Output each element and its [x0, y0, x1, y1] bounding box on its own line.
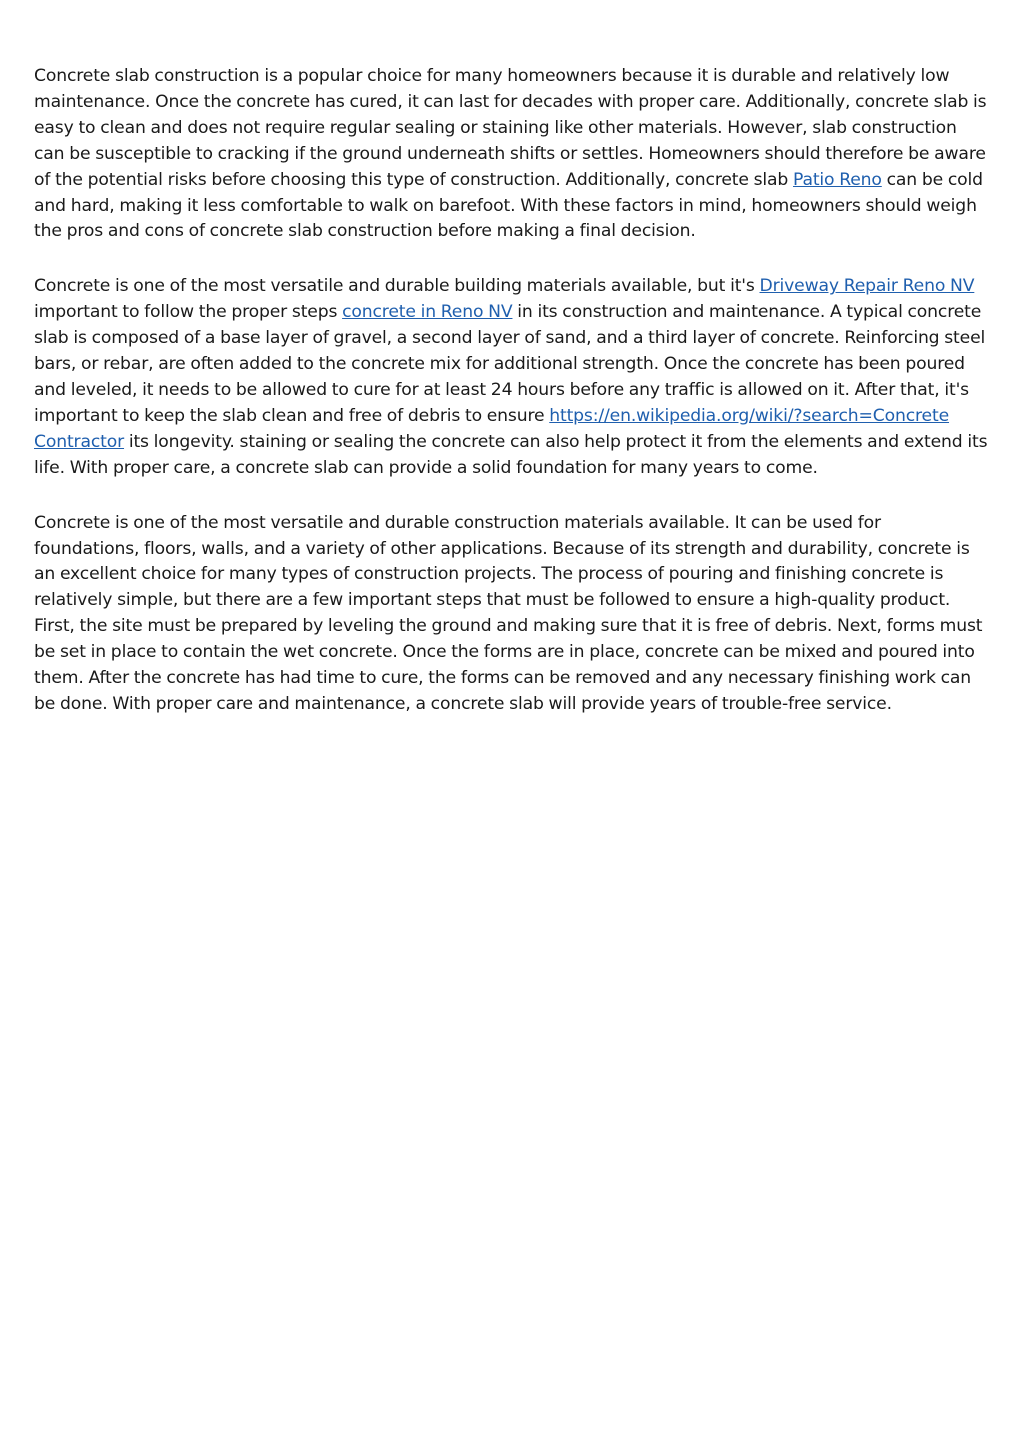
paragraph — [34, 274, 990, 481]
paragraph-text: Concrete slab construction is a popular choice for many homeowners because it is durable and relatively low maintenance. Once the concrete has cured, it can last for decades with proper care. Additionally, concrete slab is easy to clean and does not require regular sealing or staining like other materials. However, slab construction can be susceptible to cracking if the ground underneath shifts or settles. Homeowners should therefore be aware of the potential risks before choosing this type of construction. Additionally, concrete slab — [34, 66, 987, 190]
paragraph — [34, 64, 990, 245]
paragraph-text: Concrete is one of the most versatile and durable construction materials available. It can be used for foundations, floors, walls, and a variety of other applications. Because of its strength and durability, concrete is an excellent choice for many types of construction projects. The process of pouring and finishing concrete is relatively simple, but there are a few important steps that must be followed to ensure a high-quality product. First, the site must be prepared by leveling the ground and making sure that it is free of debris. Next, forms must be set in place to contain the wet concrete. Once the forms are in place, concrete can be mixed and poured into them. After the concrete has had time to cure, the forms can be removed and any necessary finishing work can be done. With proper care and maintenance, a concrete slab will provide years of trouble-free service. — [34, 512, 983, 714]
paragraph — [34, 511, 990, 718]
paragraph-text: important to follow the proper steps — [34, 302, 343, 323]
paragraph-text: its longevity. staining or sealing the concrete can also help protect it from the elements and extend its life. With proper care, a concrete slab can provide a solid foundation for many years to come. — [34, 431, 988, 478]
link-patio-reno[interactable]: Patio Reno — [793, 169, 882, 190]
paragraph-text: in its construction and maintenance. A typical concrete slab is composed of a base layer of gravel, a second layer of sand, and a third layer of concrete. Reinforcing steel bars, or rebar, are often added to the concrete mix for additional strength. Once the concrete has been poured and leveled, it needs to be allowed to cure for at least 24 hours before any traffic is allowed on it. After that, it's important to keep the slab clean and free of debris to ensure — [34, 302, 986, 426]
paragraph-text: can be cold and hard, making it less comfortable to walk on barefoot. With these factors in mind, homeowners should weigh the pros and cons of concrete slab construction before making a final decision. — [34, 169, 983, 242]
link-wikipedia-concrete-contractor[interactable]: https://en.wikipedia.org/wiki/?search=Concrete Contractor — [34, 405, 950, 452]
document-body — [34, 64, 990, 747]
link-concrete-in-reno-nv[interactable]: concrete in Reno NV — [342, 302, 513, 323]
link-driveway-repair-reno-nv[interactable]: Driveway Repair Reno NV — [759, 276, 975, 297]
paragraph-text: Concrete is one of the most versatile and durable building materials available, but it's — [34, 276, 760, 297]
